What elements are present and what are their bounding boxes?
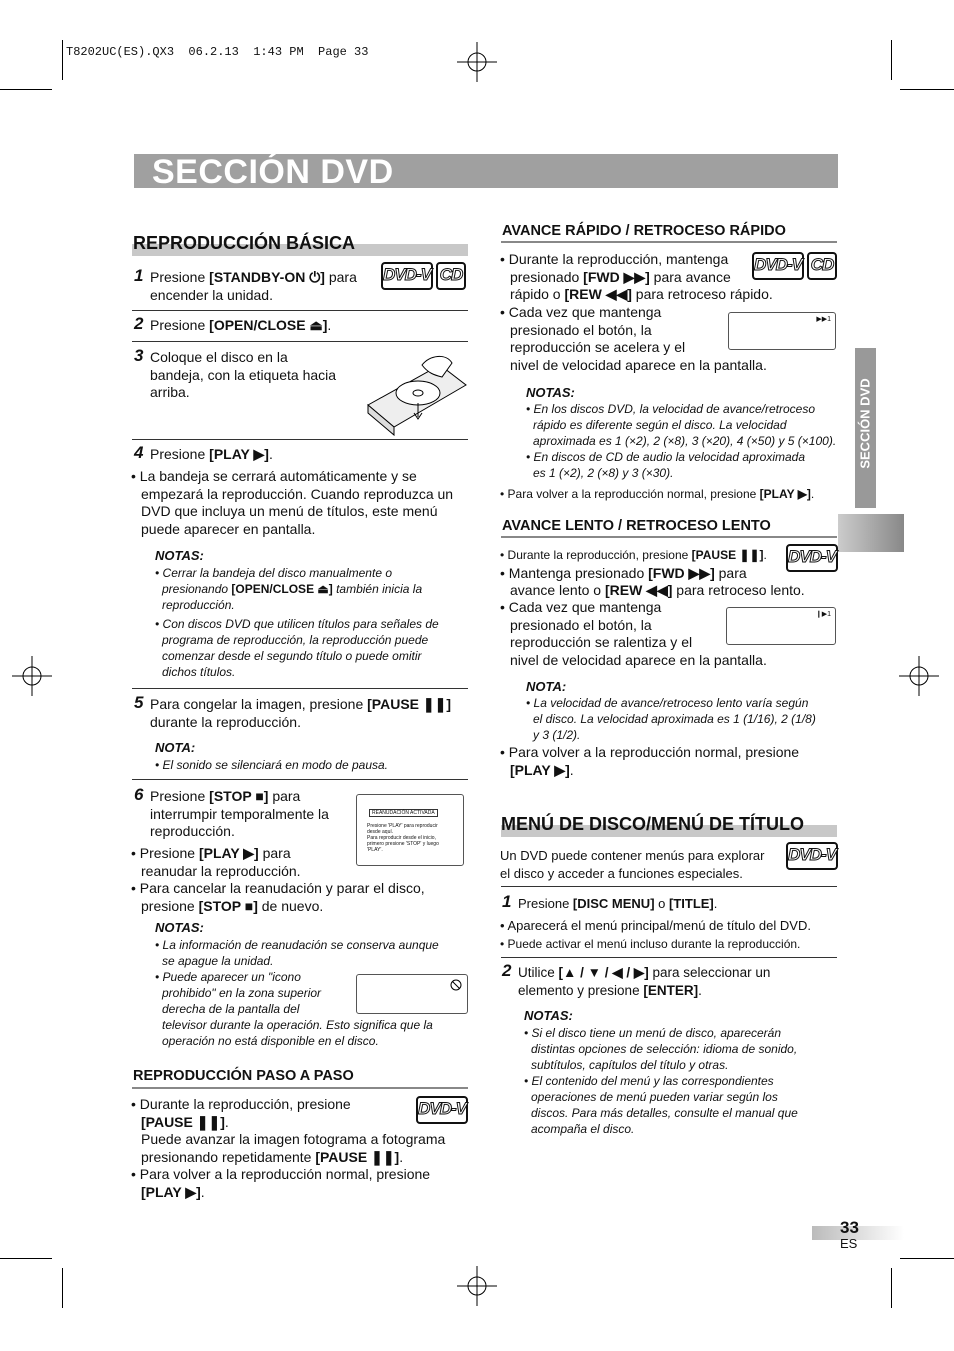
dvd-v-badge: DVD-V <box>416 1096 468 1124</box>
note-heading: NOTA: <box>155 740 196 755</box>
section-title: MENÚ DE DISCO/MENÚ DE TÍTULO <box>501 814 805 834</box>
crop-mark <box>900 1258 954 1259</box>
crop-mark <box>62 40 63 80</box>
note-heading: NOTA: <box>526 679 567 694</box>
step-number: 5 <box>134 693 144 712</box>
step-number: 6 <box>134 785 144 804</box>
side-tab-label: SECCIÓN DVD <box>857 378 873 469</box>
prohibited-icon <box>450 979 462 991</box>
notes-list: • Con discos DVD que utilicen títulos para señales de programa de reproducción, la reproducción puede comenzar desde el segundo título o puede omitir dichos títulos. <box>155 617 439 679</box>
page-number: 33 <box>840 1218 859 1237</box>
divider <box>501 886 837 887</box>
speed-indicator: ▶▶1 <box>816 316 831 323</box>
page-title: SECCIÓN DVD <box>152 153 394 191</box>
subsection-title: REPRODUCCIÓN PASO A PASO <box>133 1068 354 1084</box>
subsection-title: AVANCE LENTO / RETROCESO LENTO <box>502 518 771 534</box>
step-4-text: Presione [PLAY ▶]. <box>150 446 273 462</box>
crop-mark <box>900 89 954 90</box>
notes-list: • Si el disco tiene un menú de disco, aparecerán distintas opciones de selección: idioma de sonido, subtítulos, capítulos del título y otras. • El contenido del menú y las correspondientes operaciones de menú pueden variar según los discos. Para más detalles, consulte el manual que acompaña el disco. <box>524 1026 798 1136</box>
dvd-v-badge: DVD-V <box>786 544 838 572</box>
divider <box>501 241 837 243</box>
section-title: REPRODUCCIÓN BÁSICA <box>133 233 356 253</box>
menu-step-2-text: Utilice [▲ / ▼ / ◀ / ▶] para seleccionar un elemento y presione [ENTER]. <box>518 965 771 998</box>
fast-forward-text: • Durante la reproducción, mantenga presionado [FWD ▶▶] para avance rápido o [REW ◀◀] para retroceso rápido. <box>500 251 773 302</box>
step-number: 1 <box>134 266 144 285</box>
step-number: 4 <box>134 443 144 462</box>
page-language: ES <box>840 1236 858 1251</box>
notes-list: • En los discos DVD, la velocidad de avance/retroceso rápido es diferente según el disco. La velocidad aproximada es 1 (×2), 2 (×8), 3 (×20), 4 (×50) y 5 (×100). • En discos de CD de audio la velocidad aproximada es 1 (×2), 2 (×8) y 3 (×30). <box>526 402 837 480</box>
divider <box>132 341 468 342</box>
divider <box>132 688 468 689</box>
step-6-bullets: • Presione [PLAY ▶] para reanudar la reproducción. • Para cancelar la reanudación y parar el disco, presione [STOP ■] de nuevo. <box>131 845 425 914</box>
divider <box>132 310 468 311</box>
page-title-banner <box>134 153 838 191</box>
step-number: 1 <box>502 892 512 911</box>
fast-forward-bullet: • Cada vez que mantenga presionado el botón, la reproducción se acelera y el nivel de velocidad aparece en la pantalla. <box>500 304 767 373</box>
registration-mark-icon <box>457 1266 497 1306</box>
notes-heading: NOTAS: <box>524 1008 573 1023</box>
dvd-v-badge: DVD-V <box>786 842 838 870</box>
menu-step-1-bullets: • Aparecerá el menú principal/menú de título del DVD. • Puede activar el menú incluso durante la reproducción. <box>500 918 811 951</box>
disc-tray-illustration-icon <box>360 345 468 437</box>
slow-motion-return: • Para volver a la reproducción normal, presione [PLAY ▶]. <box>500 744 800 778</box>
slow-motion-screen <box>726 607 836 645</box>
registration-mark-icon <box>899 656 939 696</box>
dvd-v-badge: DVD-V <box>381 262 433 290</box>
notes-heading: NOTAS: <box>526 385 575 400</box>
divider <box>132 779 468 780</box>
slow-motion-bullet: • Cada vez que mantenga presionado el botón, la reproducción se ralentiza y el nivel de velocidad aparece en la pantalla. <box>500 599 767 668</box>
notes-heading: NOTAS: <box>155 548 204 563</box>
step-4-bullet: • La bandeja se cerrará automáticamente y se empezará la reproducción. Cuando reproduzca un DVD que incluya un menú de títulos, este menú puede aparecer en pantalla. <box>131 468 454 537</box>
divider <box>132 1087 468 1089</box>
crop-mark <box>891 40 892 80</box>
fast-forward-screen <box>728 312 836 350</box>
step-number: 2 <box>502 961 512 980</box>
note-text: • El sonido se silenciará en modo de pausa. <box>155 758 389 772</box>
menu-step-1-text: Presione [DISC MENU] o [TITLE]. <box>518 896 718 911</box>
cd-badge: CD <box>436 262 466 290</box>
notes-list: • Cerrar la bandeja del disco manualmente o presionando [OPEN/CLOSE ⏏] también inicia la reproducción. <box>155 566 423 612</box>
resume-screen-title: REANUDACIÓN ACTIVADA <box>369 809 438 817</box>
step-1-text: Presione [STANDBY-ON ⏻] para encender la unidad. <box>150 269 357 303</box>
side-gray-block <box>838 514 904 552</box>
notes-list: • La información de reanudación se conserva aunque se apague la unidad. • Puede aparecer un "icono prohibido" en la zona superior derecha de la pantalla del televisor durante la operación. Esto significa que la operación no está disponible en el disco. <box>155 938 439 1048</box>
step-2-text: Presione [OPEN/CLOSE ⏏]. <box>150 317 332 333</box>
notes-heading: NOTAS: <box>155 920 204 935</box>
slow-motion-text: • Durante la reproducción, presione [PAUSE ❚❚]. • Mantenga presionado [FWD ▶▶] para avance lento o [REW ◀◀] para retroceso lento. <box>500 548 805 598</box>
note-text: • La velocidad de avance/retroceso lento varía según el disco. La velocidad aproximada es 1 (1/16), 2 (1/8) y 3 (1/2). <box>526 696 816 742</box>
cd-badge: CD <box>807 252 837 280</box>
registration-mark-icon <box>457 42 497 82</box>
step-6-text: Presione [STOP ■] para interrumpir temporalmente la reproducción. <box>150 788 329 839</box>
menu-intro: Un DVD puede contener menús para explorar el disco y acceder a funciones especiales. <box>500 848 765 881</box>
step-number: 3 <box>134 346 144 365</box>
side-tab <box>855 348 876 508</box>
crop-mark <box>0 89 52 90</box>
crop-mark <box>62 1268 63 1308</box>
resume-screen-text: Presione 'PLAY' para reproducir desde aquí. Para reproducir desde el inicio, primero presione 'STOP' y luego 'PLAY'. <box>367 823 439 853</box>
print-header: T8202UC(ES).QX3 06.2.13 1:43 PM Page 33 <box>66 45 369 59</box>
divider <box>132 439 468 440</box>
subsection-title: AVANCE RÁPIDO / RETROCESO RÁPIDO <box>502 223 786 239</box>
step-number: 2 <box>134 314 144 333</box>
fast-forward-return: • Para volver a la reproducción normal, presione [PLAY ▶]. <box>500 487 815 501</box>
speed-indicator: ❙▶1 <box>815 611 831 618</box>
step-5-text: Para congelar la imagen, presione [PAUSE ❚❚] durante la reproducción. <box>150 696 452 730</box>
registration-mark-icon <box>12 656 52 696</box>
divider <box>501 957 837 958</box>
dvd-v-badge: DVD-V <box>752 252 804 280</box>
crop-mark <box>0 1258 52 1259</box>
step-by-step-text: • Durante la reproducción, presione [PAUSE ❚❚]. Puede avanzar la imagen fotograma a fotograma presionando repetidamente [PAUSE ❚❚]. • Para volver a la reproducción normal, presione [PLAY ▶]. <box>131 1096 446 1200</box>
prohibited-screen <box>356 974 468 1014</box>
divider <box>501 536 837 538</box>
crop-mark <box>891 1268 892 1308</box>
step-3-text: Coloque el disco en la bandeja, con la etiqueta hacia arriba. <box>150 349 337 400</box>
